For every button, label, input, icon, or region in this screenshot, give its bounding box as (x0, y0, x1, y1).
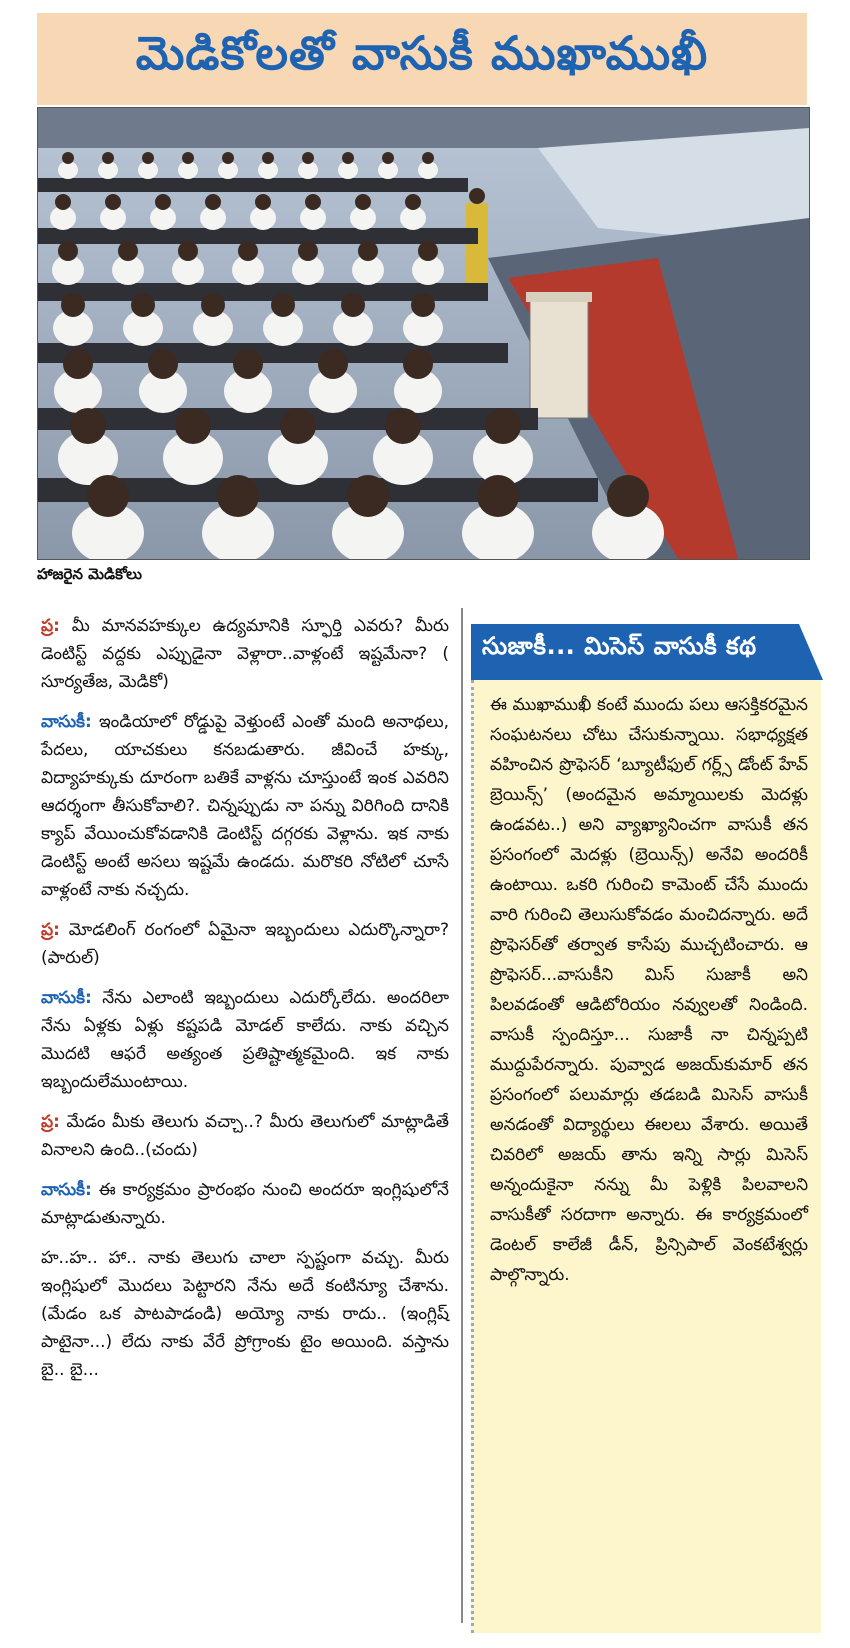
question-tag: ప్ర: (41, 616, 60, 636)
answer-text: ఈ కార్యక్రమం ప్రారంభం నుంచి అందరూ ఇంగ్లిషులోనే మాట్లాడుతున్నారు. (41, 1180, 449, 1228)
answer-text: ఇండియాలో రోడ్డుపై వెళ్తుంటే ఎంతో మంది అనాథలు, పేదలు, యాచకులు కనబడుతారు. జీవించే హక్కు, విద్యాహక్కుకు దూరంగా బతికే వాళ్లను చూస్తుంటే ఇంక ఎవరిని ఆదర్శంగా తీసుకోవాలి?. చిన్నప్పుడు నా పన్ను విరిగింది దానికి క్యాప్ వేయించుకోవడానికి డెంటిస్ట్ దగ్గరకు వెళ్లాను. ఇక నాకు డెంటిస్ట్ అంటే అసలు ఇష్టమే ఉండదు. మరొకరి నోటిలో చూసే వాళ్లంటే నాకు నచ్చదు. (41, 712, 449, 900)
answer-tag: వాసుకీ: (41, 712, 92, 732)
sidebar-title: సుజాకీ... మిసెస్ వాసుకీ కథ (482, 632, 757, 660)
question-text: మోడలింగ్ రంగంలో ఏమైనా ఇబ్బందులు ఎదుర్కొన్నారా? (పారుల్) (41, 920, 449, 968)
question-1 (41, 612, 449, 696)
question-3 (41, 1108, 449, 1164)
answer-tag: వాసుకీ: (41, 988, 92, 1008)
answer-tag: వాసుకీ: (41, 1180, 92, 1200)
auditorium-illustration (38, 108, 809, 559)
question-text: మీ మానవహక్కుల ఉద్యమానికి స్ఫూర్తి ఎవరు? మీరు డెంటిస్ట్ వద్దకు ఎప్పుడైనా వెళ్లారా..వాళ్లంటే ఇష్టమేనా? ( సూర్యతేజ, మెడికో) (41, 616, 449, 692)
answer-2 (41, 984, 449, 1096)
headline-band (37, 13, 807, 105)
answer-1 (41, 708, 449, 904)
question-tag: ప్ర: (41, 1112, 60, 1132)
question-text: మేడం మీకు తెలుగు వచ్చా..? మీరు తెలుగులో మాట్లాడితే వినాలని ఉంది..(చందు) (41, 1112, 449, 1160)
auditorium-photo (37, 107, 810, 560)
headline: మెడికోలతో వాసుకీ ముఖాముఖీ (135, 26, 709, 80)
photo-caption: హాజరైన మెడికోలు (37, 565, 142, 583)
sidebar-body: ఈ ముఖాముఖీ కంటే ముందు పలు ఆసక్తికరమైన సంఘటనలు చోటు చేసుకున్నాయి. సభాధ్యక్షత వహించిన ప్రొఫెసర్ ‘బ్యూటీఫుల్ గర్ల్స్ డోంట్ హేవ్ బ్రెయిన్స్’ (అందమైన అమ్మాయిలకు మెదళ్లు ఉండవట..) అని వ్యాఖ్యానించగా వాసుకీ తన ప్రసంగంలో మెదళ్లు (బ్రెయిన్స్) అనేవి అందరికీ ఉంటాయి. ఒకరి గురించి కామెంట్ చేసే ముందు వారి గురించి తెలుసుకోవడం మంచిదన్నారు. అదే ప్రొఫెసర్‌తో తర్వాత కాసేపు ముచ్చటించారు. ఆ ప్రొఫెసర్...వాసుకీని మిస్ సుజాకీ అని పిలవడంతో ఆడిటోరియం నవ్వులతో నిండింది. వాసుకీ స్పందిస్తూ... సుజాకీ నా చిన్నప్పటి ముద్దుపేరన్నారు. పువ్వాడ అజయ్‌కుమార్ తన ప్రసంగంలో పలుమార్లు తడబడి మిసెస్ వాసుకీ అనడంతో విద్యార్థులు ఈలలు వేశారు. అయితే చివరిలో అజయ్ తాను ఇన్ని సార్లు మిసెస్ అన్నందుకైనా నన్ను మీ పెళ్లికి పిలవాలని వాసుకీతో సరదాగా అన్నారు. ఈ కార్యక్రమంలో డెంటల్ కాలేజీ డీన్, ప్రిన్సిపాల్ వెంకటేశ్వర్లు పాల్గొన్నారు. (490, 695, 808, 1285)
column-divider (461, 608, 463, 1623)
interview-column (41, 612, 449, 1396)
closing-paragraph: హ..హ.. హా.. నాకు తెలుగు చాలా స్పష్టంగా వచ్చు. మీరు ఇంగ్లిషులో మొదలు పెట్టారని నేను అదే కంటిన్యూ చేశాను. (మేడం ఒక పాటపాడండి) అయ్యో నాకు రాదు.. (ఇంగ్లిష్ పాటైనా...) లేదు నాకు వేరే ప్రోగ్రాంకు టైం అయింది. వస్తాను బై.. బై... (41, 1248, 449, 1380)
answer-text: నేను ఎలాంటి ఇబ్బందులు ఎదుర్కోలేదు. అందరిలా నేను ఏళ్లకు ఏళ్లు కష్టపడి మోడల్ కాలేదు. నాకు వచ్చిన మొదటి ఆఫరే అత్యంత ప్రతిష్టాత్మకమైంది. ఇక నాకు ఇబ్బందులేముంటాయి. (41, 988, 449, 1092)
question-tag: ప్ర: (41, 920, 60, 940)
question-2 (41, 916, 449, 972)
answer-3 (41, 1176, 449, 1232)
